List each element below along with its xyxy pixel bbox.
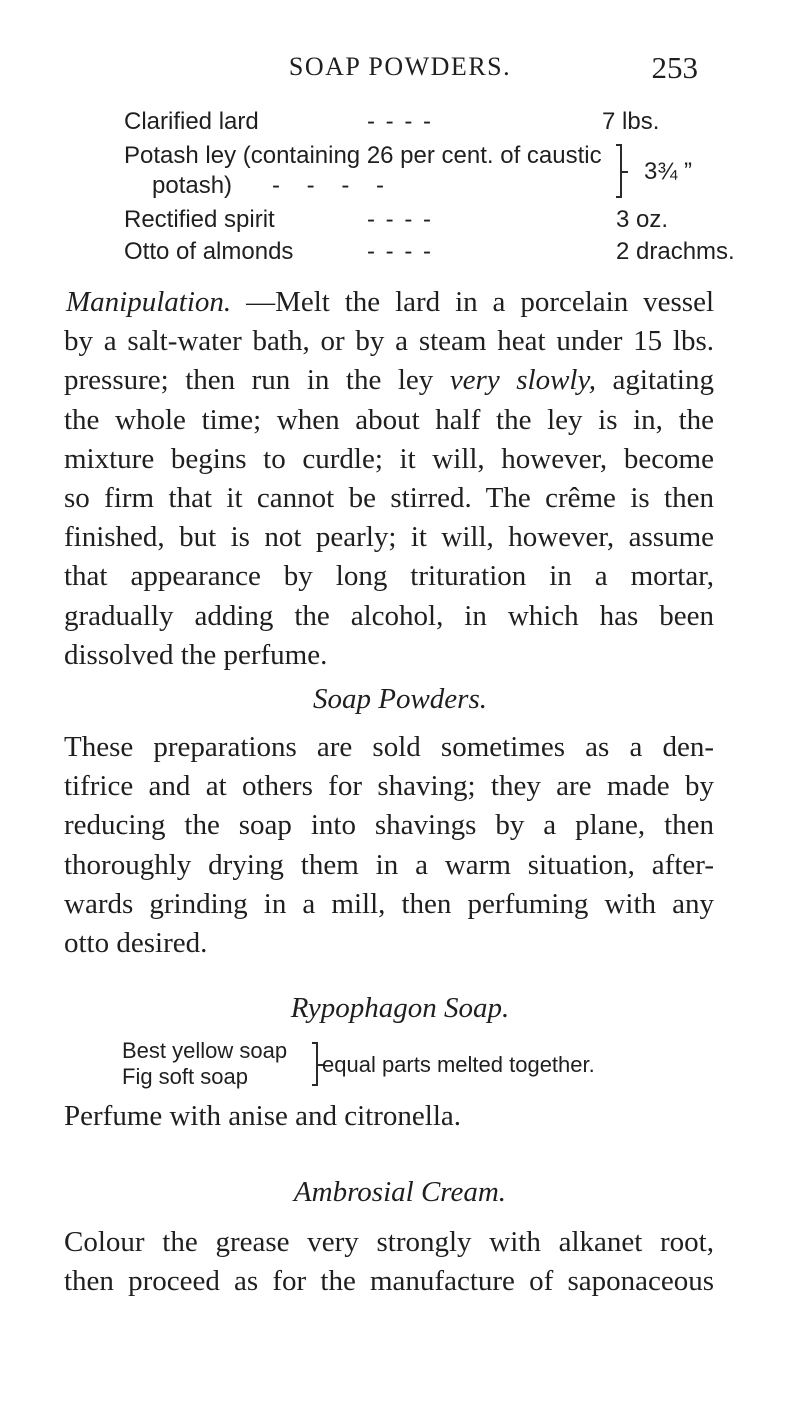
brace bbox=[612, 144, 622, 198]
text-line bbox=[64, 283, 714, 322]
text-line: that appearance by long trituration in a mortar, bbox=[64, 560, 714, 593]
text-line bbox=[64, 361, 714, 400]
text-line: Perfume with anise and citronella. bbox=[64, 1100, 462, 1132]
emphasis-text: very slowly, bbox=[449, 364, 596, 397]
brace bbox=[308, 1042, 318, 1086]
ingredient-name: Otto of almonds bbox=[124, 238, 294, 265]
page-number: 253 bbox=[651, 50, 698, 85]
text-line: then proceed as for the manufacture of saponaceous bbox=[64, 1265, 714, 1298]
text-line: otto desired. bbox=[64, 926, 208, 959]
text-line: finished, but is not pearly; it will, however, assume bbox=[64, 521, 714, 554]
section-heading-soap-powders: Soap Powders. bbox=[313, 683, 487, 715]
running-head bbox=[0, 52, 800, 92]
rypophagon-perfume bbox=[64, 1097, 714, 1136]
ingredient-row bbox=[124, 142, 693, 185]
text-line: These preparations are sold sometimes as a den- bbox=[64, 731, 714, 763]
ingredient-name: Fig soft soap bbox=[122, 1064, 248, 1089]
recipe-note: equal parts melted together. bbox=[322, 1052, 595, 1077]
text-span: —Melt the lard in a porcelain vessel bbox=[246, 286, 714, 318]
ingredient-row bbox=[124, 172, 684, 202]
text-line: mixture begins to curdle; it will, however, become bbox=[64, 442, 714, 475]
ambrosial-paragraph bbox=[64, 1223, 714, 1301]
ingredient-row bbox=[124, 206, 684, 236]
ingredient-name: Best yellow soap bbox=[122, 1038, 288, 1063]
section-heading-rypophagon: Rypophagon Soap. bbox=[290, 992, 510, 1024]
soap-powders-paragraph bbox=[64, 728, 714, 963]
manipulation-paragraph bbox=[64, 283, 714, 675]
ingredient-name: Clarified lard bbox=[124, 108, 259, 135]
text-line: wards grinding in a mill, then perfuming with any bbox=[64, 887, 714, 920]
text-line: Colour the grease very strongly with alkanet root, bbox=[64, 1226, 714, 1258]
manipulation-lead: Manipulation. bbox=[66, 286, 232, 318]
leader-dashes: - - - - bbox=[367, 206, 433, 233]
text-line: so firm that it cannot be stirred. The crême is then bbox=[64, 481, 714, 514]
text-span: agitating bbox=[596, 364, 714, 397]
ingredient-quantity: 2 drachms. bbox=[616, 238, 735, 265]
ingredient-row bbox=[124, 238, 735, 268]
ingredient-name: potash) bbox=[152, 172, 233, 199]
ingredient-name: Rectified spirit bbox=[124, 206, 275, 233]
section-heading-ambrosial-cream: Ambrosial Cream. bbox=[293, 1176, 507, 1208]
leader-dashes: - - - - bbox=[272, 172, 394, 199]
text-span: pressure; then run in the ley bbox=[64, 364, 450, 397]
text-line: dissolved the perfume. bbox=[64, 638, 328, 671]
text-line: reducing the soap into shavings by a plane, then bbox=[64, 809, 714, 842]
running-title: SOAP POWDERS. bbox=[288, 52, 512, 81]
ingredient-name: Potash ley (containing 26 per cent. of caustic bbox=[124, 142, 602, 169]
text-line: gradually adding the alcohol, in which has been bbox=[64, 599, 714, 632]
text-line: by a salt-water bath, or by a steam heat under 15 lbs. bbox=[64, 325, 714, 358]
leader-dashes: - - - - bbox=[367, 108, 433, 135]
ingredient-quantity: 7 lbs. bbox=[602, 108, 660, 135]
ingredient-row bbox=[124, 108, 684, 138]
leader-dashes: - - - - bbox=[367, 238, 433, 265]
ingredient-quantity: 3 oz. bbox=[616, 206, 669, 233]
text-line: the whole time; when about half the ley is in, the bbox=[64, 403, 714, 436]
text-line: thoroughly drying them in a warm situation, after- bbox=[64, 848, 714, 881]
ingredient-quantity: 3¾ ” bbox=[644, 158, 693, 185]
text-line: tifrice and at others for shaving; they are made by bbox=[64, 770, 714, 803]
